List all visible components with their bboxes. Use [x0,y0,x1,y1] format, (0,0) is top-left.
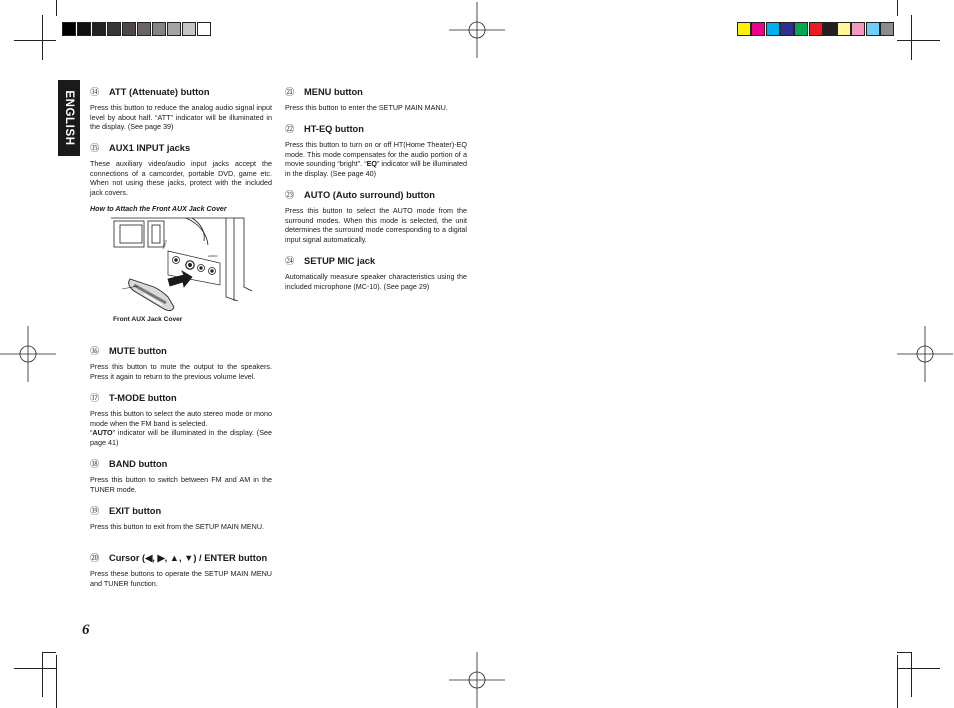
section-body: Press this button to select the auto stereo mode or mono mode when the FM band is selected. “AUTO” indicator will be illuminated in the display. (See page 41) [90,409,272,447]
gray-swatch [182,22,196,36]
language-tab-label: ENGLISH [63,90,75,146]
color-swatch [794,22,808,36]
section-body: Press this button to turn on or off HT(Home Theater)-EQ mode. This mode compensates for the audio portion of a movie sounding “bright”. “EQ” indicator will be illuminated in the display. (See page 40) [285,140,467,178]
section-heading: ⑰ T-MODE button [90,393,177,403]
gray-swatch [152,22,166,36]
color-swatch [851,22,865,36]
crop-mark [42,40,43,60]
svg-text:AUDIO: AUDIO [208,254,218,258]
aux-jack-cover-illustration [108,215,256,330]
gray-swatch [197,22,211,36]
section-menu-button [285,84,467,113]
section-heading: ㉓ AUTO (Auto surround) button [285,190,435,200]
crop-mark [897,652,911,653]
color-swatch [823,22,837,36]
section-cursor-enter-button [90,550,272,588]
registration-mark [0,326,56,382]
gray-swatch [77,22,91,36]
section-heading: ⑭ ATT (Attenuate) button [90,87,210,97]
gray-swatch [122,22,136,36]
section-body: Press these buttons to operate the SETUP MAIN MENU and TUNER function. [90,569,272,588]
gray-swatch [137,22,151,36]
figure-caption: How to Attach the Front AUX Jack Cover [90,205,227,213]
gray-swatch [62,22,76,36]
crop-mark [897,655,898,708]
section-heading: ⑮ AUX1 INPUT jacks [90,143,191,153]
crop-mark [42,652,56,653]
section-heading: ㉑ MENU button [285,87,363,97]
section-aux1-input-jacks [90,140,272,197]
section-heading: ⑯ MUTE button [90,346,167,356]
section-body: Press this button to exit from the SETUP MAIN MENU. [90,522,265,531]
gray-swatch [92,22,106,36]
section-body: Press this button to reduce the analog audio signal input level by about half. “ATT” indicator will be illuminated in the display. (See page 39) [90,103,272,131]
svg-text:VIDEO: VIDEO [161,239,169,250]
crop-mark [14,668,56,669]
color-swatch [866,22,880,36]
language-tab [58,80,80,156]
color-swatch [880,22,894,36]
section-ht-eq-button [285,121,467,178]
color-swatch [737,22,751,36]
section-auto-surround-button [285,187,467,244]
section-body: Press this button to enter the SETUP MAIN MANU. [285,103,448,112]
section-heading: ⑲ EXIT button [90,506,162,516]
registration-mark [897,326,953,382]
registration-mark [449,652,505,708]
section-band-button [90,456,272,494]
crop-mark [42,652,43,697]
section-exit-button [90,503,272,532]
crop-mark [56,0,57,16]
section-heading: ⑳ Cursor (◀, ▶, ▲, ▼) / ENTER button [90,553,268,563]
section-mute-button [90,343,272,381]
crop-mark [897,40,940,41]
section-body: These auxiliary video/audio input jacks accept the connections of a camcorder, portable DVD, game etc. When not using these jacks, protect with the included jack covers. [90,159,272,197]
section-heading: ㉔ SETUP MIC jack [285,256,376,266]
crop-mark [897,668,940,669]
color-swatch [751,22,765,36]
gray-swatch [167,22,181,36]
crop-mark [897,0,898,16]
crop-mark [14,40,56,41]
color-swatch [780,22,794,36]
section-setup-mic-jack [285,253,467,291]
section-body: Press this button to mute the output to the speakers. Press it again to return to the previous volume level. [90,362,272,381]
section-body: Press this button to switch between FM and AM in the TUNER mode. [90,475,272,494]
section-body: Press this button to select the AUTO mode from the surround modes. When this mode is selected, the unit determines the surround mode corresponding to a digital input signal automatically. [285,206,467,244]
registration-mark [449,2,505,58]
section-body: Automatically measure speaker characteristics using the included microphone (MC-10). (See page 29) [285,272,467,291]
section-heading: ㉒ HT-EQ button [285,124,364,134]
gray-swatch [107,22,121,36]
crop-mark [911,652,912,697]
page-number: 6 [82,622,90,638]
figure-label: Front AUX Jack Cover [113,316,183,323]
section-heading: ⑱ BAND button [90,459,168,469]
color-swatch [809,22,823,36]
color-swatch [837,22,851,36]
color-swatch [766,22,780,36]
section-att-button [90,84,272,132]
crop-mark [56,655,57,708]
section-t-mode-button [90,390,272,447]
crop-mark [911,15,912,60]
